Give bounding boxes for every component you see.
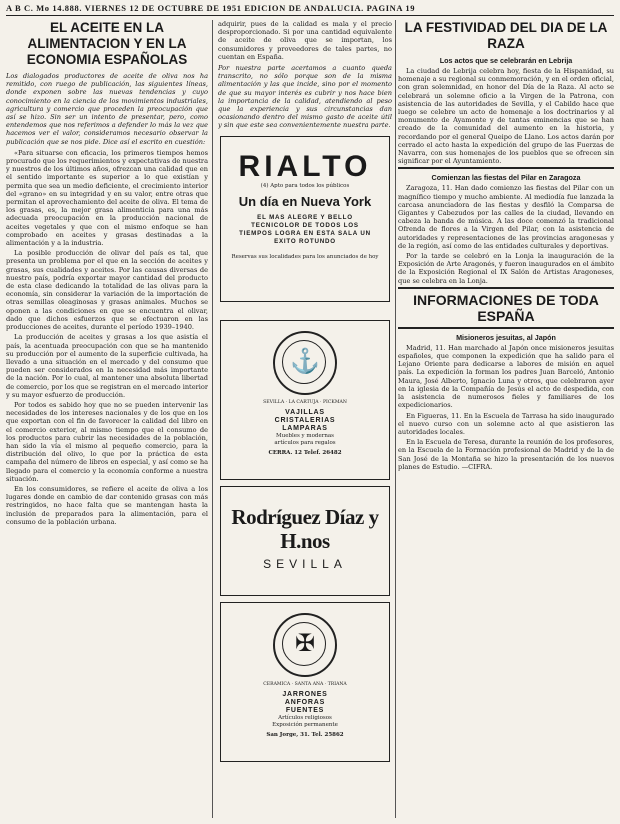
ad-line: Muebles y modernas: [276, 432, 334, 439]
ad-rialto-tagline: EL MAS ALEGRE Y BELLO TECNICOLOR DE TODOS LOS TIEMPOS LOGRA EN ESTA SALA UN EXITO ROTUNDO: [239, 213, 371, 245]
article-paragraph: Por la tarde se celebró en la Lonja la inauguración de la Exposición de Arte Aragonés, y fueron inaugurados en el ámbito de la Exposición Regional el IX Salón de Artistas Aragoneses, que se celebra en la Lonja.: [398, 252, 614, 285]
divider: [398, 287, 614, 289]
column-right: [398, 20, 614, 818]
article-subheading: Los actos que se celebrarán en Lebrija: [439, 56, 573, 65]
ad-line: ANFORAS: [284, 698, 326, 706]
article-paragraph: La producción de aceites y grasas a los que asistía el país, la acentuada preocupación con que se ha mantenido su producción por el aumento de la superficie cultivada, ha llevado a una situación en el mercado y del consumo que pueden ser considerados en la necesidad más importante de la nación. Por lo cual, al mantener una absoluta libertad de comercio, por los que se registran en el mercado interior y su mayor esfuerzo de producción.: [6, 333, 208, 399]
ad-seal-text: SEVILLA · LA CARTUJA · PICKMAN: [263, 399, 347, 405]
ad-rodriguez-name: Rodríguez Díaz y H.nos: [231, 504, 379, 553]
ad-rialto-film: Un día en Nueva York: [238, 193, 372, 209]
article-paragraph: En Figueras, 11. En la Escuela de Tarrasa ha sido inaugurado el nuevo curso con un solemne acto al que asistieron las autoridades locales.: [398, 411, 614, 436]
column-rule: [212, 20, 213, 818]
divider: [398, 167, 614, 169]
ad-line: FUENTES: [285, 706, 325, 714]
article-headline: LA FESTIVIDAD DEL DIA DE LA RAZA: [404, 20, 608, 51]
ad-line: JARRONES: [282, 690, 328, 698]
article-subheading: Misioneros jesuitas, al Japón: [456, 332, 556, 342]
section-headline: INFORMACIONES DE TODA ESPAÑA: [413, 291, 599, 324]
article-lead: Los dialogados productores de aceite de oliva nos ha remitido, con ruego de publicación, las siguientes líneas, donde exponen sobre las nuevas tendencias y cuyo conocimiento en la ciencia de los movimientos industriales, agricultura y comercio que proceden la preocupación que así se hizo. Sin ser un intento de presentar, pero, como entendemos que nos referimos a defender lo más la vez que hacemos ver el valor, consideramos necesario observar la publicación que se nos pide. Dice así el escrito en cuestión:: [6, 72, 208, 146]
ad-line: VAJILLAS: [285, 408, 325, 416]
ad-cartuja-glass: [220, 320, 390, 480]
article-paragraph: La ciudad de Lebrija celebra hoy, fiesta de la Hispanidad, su homenaje a su regional su conmemoración, y en el orden oficial, con gran solemnidad, en honor del Día de la Raza. Al acto se celebrará un solemne oficio a la Virgen de la Patrona, con asistencia de las autoridades de Sevilla, y el Cabildo hace que luego se celebre un acto de homenaje a los doctrinarios y al monumento de Ayamonte y de tantas eminencias que se han creado de la comunidad del aumento en la historia, y recordando por el general Queipo de Llano. Los actos darán por cerrado el acto hasta la expedición del grupo de las Fuerzas de Navarra, con sus homenajes de los pueblos que se ofrecen sin significar por el Ayuntamiento.: [398, 67, 614, 166]
column-rule: [395, 20, 396, 818]
ad-seal-text: CERAMICA · SANTA ANA · TRIANA: [263, 681, 347, 687]
divider: [398, 327, 614, 329]
ad-rodriguez-diaz: [220, 486, 390, 596]
article-subheading: Comienzan las fiestas del Pilar en Zaragoza: [431, 173, 581, 183]
article-paragraph: «Para situarse con eficacia, los primeros tiempos hemos procurado que los requerimientos y expectativas de nuestra y nuestros de los últimos años, ofrezcan una calidad que en el sentido importante es superior a lo que existían y permita que sea un medio deficiente, el crecimiento interior del «grano» en su integridad y en su valor, entre otras que permitan el aprovechamiento del aceite de oliva. El tema de los grasas, es, la mejor grasa alimenticia para una más adecuada preocupación en la producción nacional de aceites vegetales y que con el mismo enfoque se han comprobado en aceites y grasas destinadas a la alimentación y a la industria.: [6, 148, 208, 248]
ad-address: San Jorge, 31. Tel. 25862: [266, 731, 344, 738]
page-header: A B C. Mo 14.888. VIERNES 12 DE OCTUBRE DE 1951 EDICION DE ANDALUCIA. PAGINA 19: [6, 3, 614, 16]
ad-rialto-rating: (4) Apto para todos los públicos: [260, 182, 350, 189]
article-paragraph: La posible producción de olivar del país es tal, que presenta un problema por el que en la sección de aceites y grasas, sus cualidades y aceites. Por las causas diversas de nuestro país, podría exportar mayor cantidad del producto de esta clase dedicando la totalidad de las olivas para la economía, sin considerar la variación de la importación de otras semillas oleaginosas y grasas animales. Muchos se oponen a las condiciones en que se encuentra el olivar, dado que dichos esfuerzos que se efectuaron en las producciones de aceites, durante el período 1939–1940.: [6, 249, 208, 332]
article-continued-paragraph: adquirir, pues de la calidad es mala y el precio desproporcionado. Si por una cantidad equivalente de aceite de oliva que se importan, los consumidores y proveedores de tales partes, no cuentan en España.: [218, 20, 392, 61]
article-paragraph: Zaragoza, 11. Han dado comienzo las fiestas del Pilar con un magnífico tiempo y mucho ambiente. Al mediodía fue lanzada la carcasa anunciadora de las fiestas y desfiló la Comparsa de Gigantes y Cabezudos por las calles de la ciudad, llevando en cabeza la banda de música. A las doce comenzó la tradicional Ofrenda de flores a la Virgen del Pilar, con la asistencia de autoridades y representaciones de las provincias aragonesas y de la región, así como de las entidades culturales y deportivas.: [398, 184, 614, 250]
ad-line: artículos para regalos: [274, 439, 336, 446]
ad-rialto-footer: Reservas sus localidades para los anunciados de hoy: [231, 253, 379, 260]
ad-line: CRISTALERIAS: [274, 416, 336, 424]
ad-line: LAMPARAS: [282, 424, 328, 432]
ad-ceramica: [220, 602, 390, 762]
ad-rodriguez-city: SEVILLA: [263, 556, 347, 571]
article-headline: EL ACEITE EN LA ALIMENTACION Y EN LA ECONOMIA ESPAÑOLAS: [26, 20, 188, 67]
article-paragraph: Madrid, 11. Han marchado al Japón once misioneros jesuitas españoles, que componen la expedición que ha salido para el Lejano Oriente para dedicarse a labores de misión en aquel país. La expedición la forman los padres Juan Barceló, Antonio Maura, José Alberto, Ignacio Luna y otros, que celebraron ayer en la iglesia de la Compañía de Jesús el acto de despedida, con la asistencia de numerosos fieles y familiares de los expedicionarios.: [398, 343, 614, 410]
column-middle: [218, 20, 392, 818]
ceramic-seal-icon: ✠: [273, 613, 337, 677]
ad-rialto: [220, 136, 390, 302]
anchor-seal-icon: ⚓: [273, 331, 337, 395]
ad-line: Exposición permanente: [272, 721, 338, 728]
article-paragraph: Por todos es sabido hoy que no se pueden intervenir las necesidades de los intereses nacionales y de los que en los que exportan con el fin de favorecer la calidad del libro en el comercio exterior, al mismo tiempo que el consumo de los productos para cubrir las necesidades de la población, han sido la vía el mismo al pequeño comercio, para la distribución del olivo, lo que por la práctica de esta campaña del número de libros en especial, y así como se ha llegado para el comercio y la economía conforme a nuestra situación.: [6, 400, 208, 483]
article-paragraph: En la Escuela de Teresa, durante la reunión de los profesores, en la Escuela de la Formación profesional de Madrid y de la de San José de la Montaña se hizo la presentación de los nuevos planes de Estudio. —CIFRA.: [398, 438, 614, 471]
ad-address: CERRA. 12 Telef. 26482: [268, 449, 342, 456]
article-continued-paragraph: Por nuestra parte acertamos a cuanto queda transcrito, no sólo porque son de la misma alimentación y las que incide, sino por el momento de que su mayor interés es cubrir y nos hace bien la importancia de la calidad, atendiendo al peso que la experiencia y sus circunstancias dan ocasionando dentro del mismo gasto de aceite útil y sin que este sea convenientemente nuestra parte.: [218, 64, 392, 130]
ad-rialto-title: RIALTO: [238, 149, 372, 183]
article-paragraph: En los consumidores, se refiere el aceite de oliva a los lugares donde en cambio de dar contenido grasas con más restringidos, no hace falta que se mantengan hasta la inclusión de preparados para la alimentación, para el consumo de la población urbana.: [6, 484, 208, 526]
ad-line: Artículos religiosos: [278, 714, 332, 721]
